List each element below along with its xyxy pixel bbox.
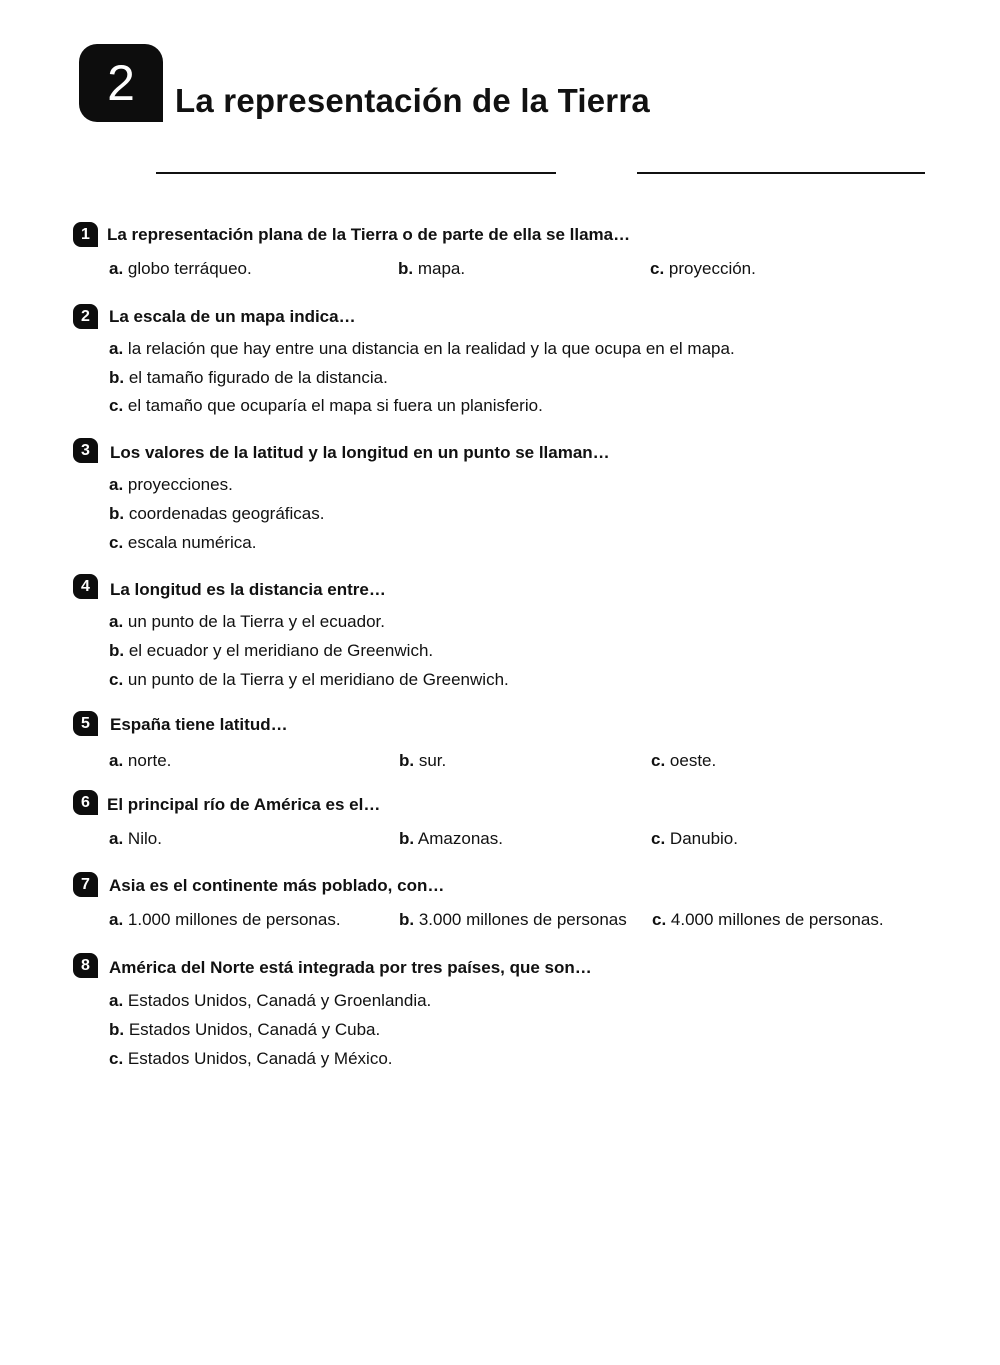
option-letter: c. [651,829,666,848]
option-letter: b. [109,1020,125,1039]
question-text: La escala de un mapa indica… [109,307,356,326]
question-number-badge: 3 [73,438,98,463]
question-number-badge: 2 [73,304,98,329]
option-b[interactable] [399,910,627,930]
option-letter: c. [109,670,124,689]
name-input-line[interactable] [156,172,556,174]
option-text: un punto de la Tierra y el meridiano de Greenwich. [127,670,509,689]
question-number-badge: 5 [73,711,98,736]
option-letter: c. [109,396,124,415]
option-letter: a. [109,910,124,929]
option-text: coordenadas geográficas. [128,504,325,523]
option-text: proyecciones. [127,475,233,494]
option-letter: a. [109,991,124,1010]
option-letter: c. [109,533,124,552]
option-text: Danubio. [669,829,738,848]
option-b[interactable] [398,259,465,279]
option-letter: a. [109,339,124,358]
option-b[interactable] [399,829,503,849]
option-text: la relación que hay entre una distancia en la realidad y la que ocupa en el mapa. [127,339,735,358]
option-text: 3.000 millones de personas [418,910,627,929]
option-letter: b. [399,751,415,770]
option-b[interactable] [109,641,433,661]
question-number-badge: 4 [73,574,98,599]
option-letter: a. [109,751,124,770]
option-a[interactable] [109,339,735,359]
option-text: el tamaño figurado de la distancia. [128,368,388,387]
option-letter: c. [652,910,667,929]
option-text: Estados Unidos, Canadá y México. [127,1049,393,1068]
option-b[interactable] [109,1020,380,1040]
option-b[interactable] [399,751,446,771]
question-text: La representación plana de la Tierra o de parte de ella se llama… [107,225,631,244]
option-text: Estados Unidos, Canadá y Cuba. [128,1020,381,1039]
option-text: sur. [418,751,447,770]
option-a[interactable] [109,612,385,632]
question-text: España tiene latitud… [110,715,288,734]
question-number-badge: 8 [73,953,98,978]
option-letter: b. [109,368,125,387]
option-letter: b. [398,259,414,278]
option-a[interactable] [109,910,341,930]
option-letter: b. [109,641,125,660]
question-number-badge: 1 [73,222,98,247]
option-c[interactable] [652,910,884,930]
question-number-badge: 6 [73,790,98,815]
question-text: Los valores de la latitud y la longitud en un punto se llaman… [110,443,610,462]
option-letter: a. [109,612,124,631]
question-text: La longitud es la distancia entre… [110,580,386,599]
option-a[interactable] [109,991,431,1011]
option-text: un punto de la Tierra y el ecuador. [127,612,385,631]
option-text: Estados Unidos, Canadá y Groenlandia. [127,991,432,1010]
option-text: Amazonas. [417,829,503,848]
question-number-badge: 7 [73,872,98,897]
option-b[interactable] [109,504,324,524]
date-input-line[interactable] [637,172,925,174]
option-letter: a. [109,259,124,278]
option-c[interactable] [109,670,509,690]
option-letter: b. [399,829,415,848]
option-c[interactable] [651,829,738,849]
option-text: globo terráqueo. [127,259,252,278]
option-letter: a. [109,829,124,848]
option-text: mapa. [417,259,466,278]
option-a[interactable] [109,751,171,771]
option-text: proyección. [668,259,756,278]
option-text: escala numérica. [127,533,257,552]
option-text: norte. [127,751,172,770]
option-c[interactable] [109,396,543,416]
option-a[interactable] [109,829,162,849]
option-a[interactable] [109,259,252,279]
option-c[interactable] [651,751,716,771]
option-letter: c. [109,1049,124,1068]
option-letter: b. [109,504,125,523]
question-text: Asia es el continente más poblado, con… [109,876,445,895]
option-b[interactable] [109,368,388,388]
unit-number-badge: 2 [79,44,163,122]
option-text: Nilo. [127,829,162,848]
option-c[interactable] [109,533,256,553]
option-text: 4.000 millones de personas. [670,910,884,929]
option-c[interactable] [650,259,756,279]
question-text: América del Norte está integrada por tres países, que son… [109,958,592,977]
option-letter: a. [109,475,124,494]
option-text: 1.000 millones de personas. [127,910,341,929]
option-text: oeste. [669,751,717,770]
option-c[interactable] [109,1049,393,1069]
question-text: El principal río de América es el… [107,795,381,814]
option-letter: b. [399,910,415,929]
option-a[interactable] [109,475,233,495]
option-text: el tamaño que ocuparía el mapa si fuera un planisferio. [127,396,543,415]
option-text: el ecuador y el meridiano de Greenwich. [128,641,434,660]
option-letter: c. [650,259,665,278]
option-letter: c. [651,751,666,770]
page-title: La representación de la Tierra [175,82,650,119]
